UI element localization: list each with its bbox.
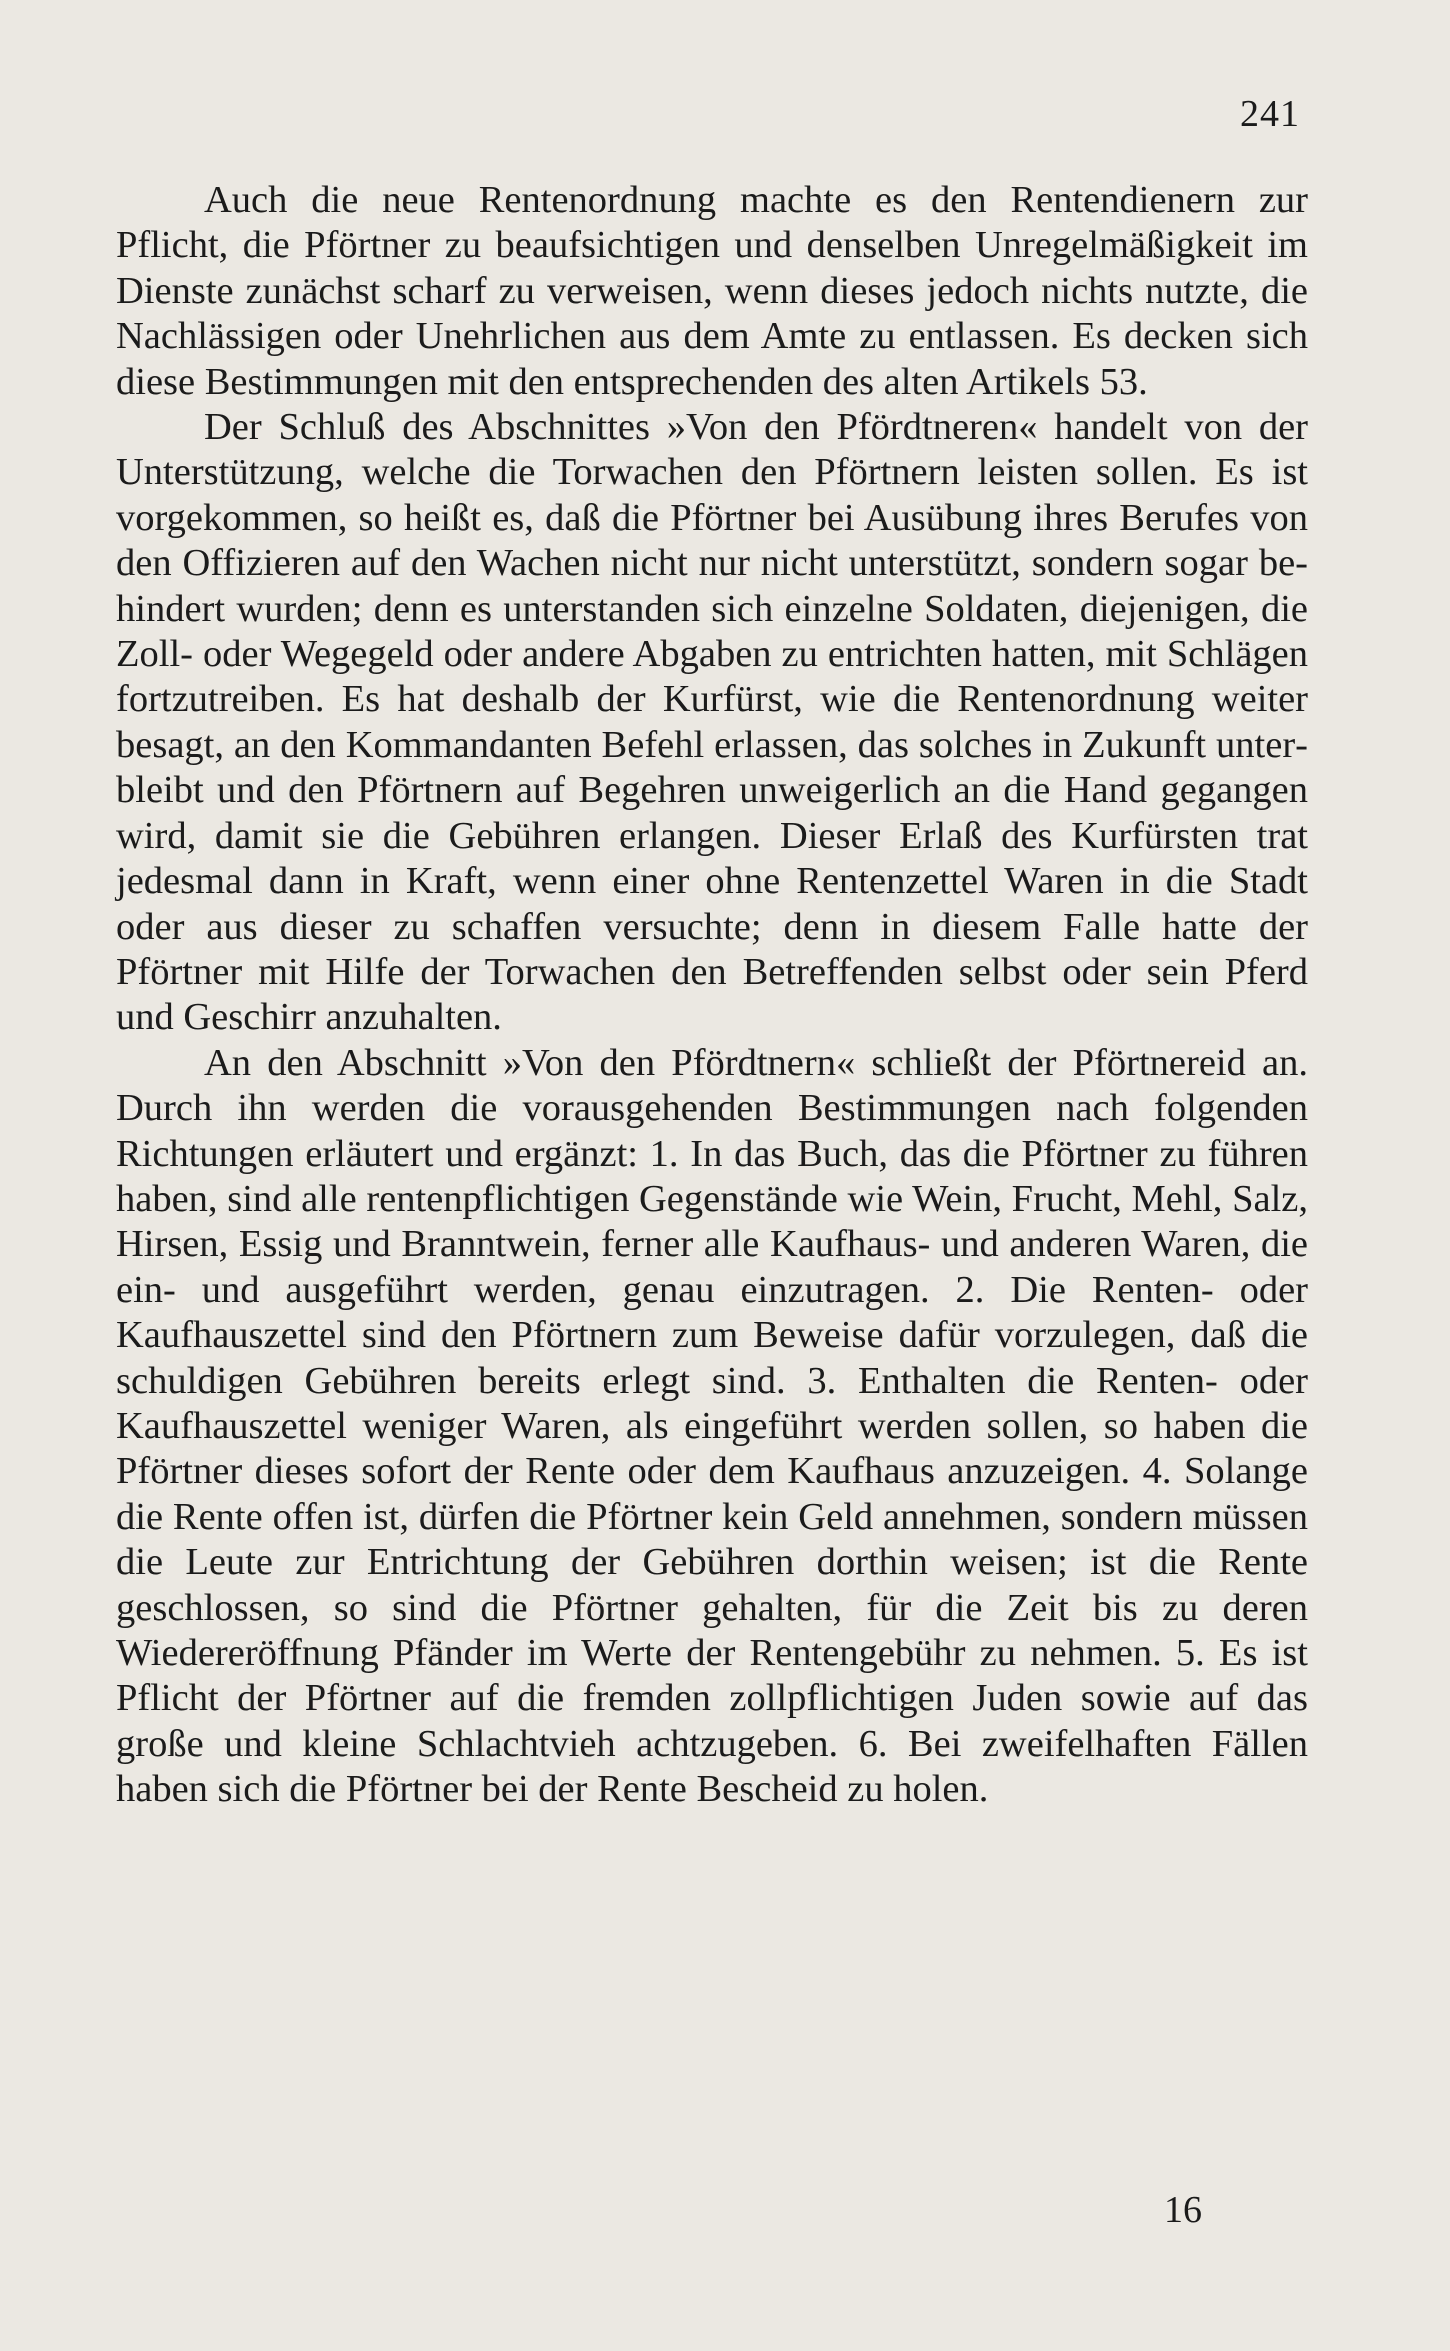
paragraph-pfoertnereid: An den Abschnitt »Von den Pfördtnern« schließt der Pförtnereid an. Durch ihn werden die vorausgehenden Bestimmungen nach folgenden Richtungen erläutert und ergänzt: 1. In das Buch, das die Pförtner zu führen haben, sind alle rentenpflichtigen Gegenstände wie Wein, Frucht, Mehl, Salz, Hirsen, Essig und Branntwein, ferner alle Kaufhaus- und anderen Waren, die ein- und ausgeführt werden, genau einzutragen. 2. Die Renten- oder Kaufhauszettel sind den Pförtnern zum Beweise dafür vorzulegen, daß die schuldigen Gebühren bereits erlegt sind. 3. Enthalten die Renten- oder Kaufhauszettel weniger Waren, als eingeführt werden sollen, so haben die Pförtner dieses sofort der Rente oder dem Kaufhaus anzuzeigen. 4. Solange die Rente offen ist, dürfen die Pförtner kein Geld annehmen, sondern müssen die Leute zur Entrichtung der Gebühren dorthin weisen; ist die Rente geschlossen, so sind die Pförtner gehalten, für die Zeit bis zu deren Wiedereröffnung Pfänder im Werte der Rentengebühr zu nehmen. 5. Es ist Pflicht der Pförtner auf die fremden zollpflichtigen Juden sowie auf das große und kleine Schlachtvieh achtzugeben. 6. Bei zweifelhaften Fällen haben sich die Pförtner bei der Rente Bescheid zu holen. xyxy=(116,1041,1308,1811)
body-text xyxy=(116,178,1308,1813)
paragraph-torwachen-unterstuetzung: Der Schluß des Abschnittes »Von den Pfördtneren« handelt von der Unterstützung, welche die Torwachen den Pförtnern leisten sollen. Es ist vorgekommen, so heißt es, daß die Pförtner bei Ausübung ihres Berufes von den Offizieren auf den Wachen nicht nur nicht unterstützt, sondern sogar behindert wurden; denn es unterstanden sich einzelne Soldaten, diejenigen, die Zoll- oder Wegegeld oder andere Abgaben zu entrichten hatten, mit Schlägen fortzutreiben. Es hat deshalb der Kurfürst, wie die Rentenordnung weiter besagt, an den Kommandanten Befehl erlassen, das solches in Zukunft unterbleibt und den Pförtnern auf Begehren unweigerlich an die Hand gegangen wird, damit sie die Gebühren erlangen. Dieser Erlaß des Kurfürsten trat jedesmal dann in Kraft, wenn einer ohne Rentenzettel Waren in die Stadt oder aus dieser zu schaffen versuchte; denn in diesem Falle hatte der Pförtner mit Hilfe der Torwachen den Betreffenden selbst oder sein Pferd und Geschirr anzuhalten. xyxy=(116,406,1308,1039)
page-number: 241 xyxy=(1240,93,1300,135)
paragraph-rentenordnung-pflicht: Auch die neue Rentenordnung machte es den Rentendienern zur Pflicht, die Pförtner zu beaufsichtigen und denselben Unregelmäßigkeit im Dienste zunächst scharf zu verweisen, wenn dieses jedoch nichts nutzte, die Nachlässigen oder Unehrlichen aus dem Amte zu entlassen. Es decken sich diese Bestimmungen mit den entsprechenden des alten Artikels 53. xyxy=(116,179,1308,403)
signature-mark: 16 xyxy=(1164,2189,1202,2231)
